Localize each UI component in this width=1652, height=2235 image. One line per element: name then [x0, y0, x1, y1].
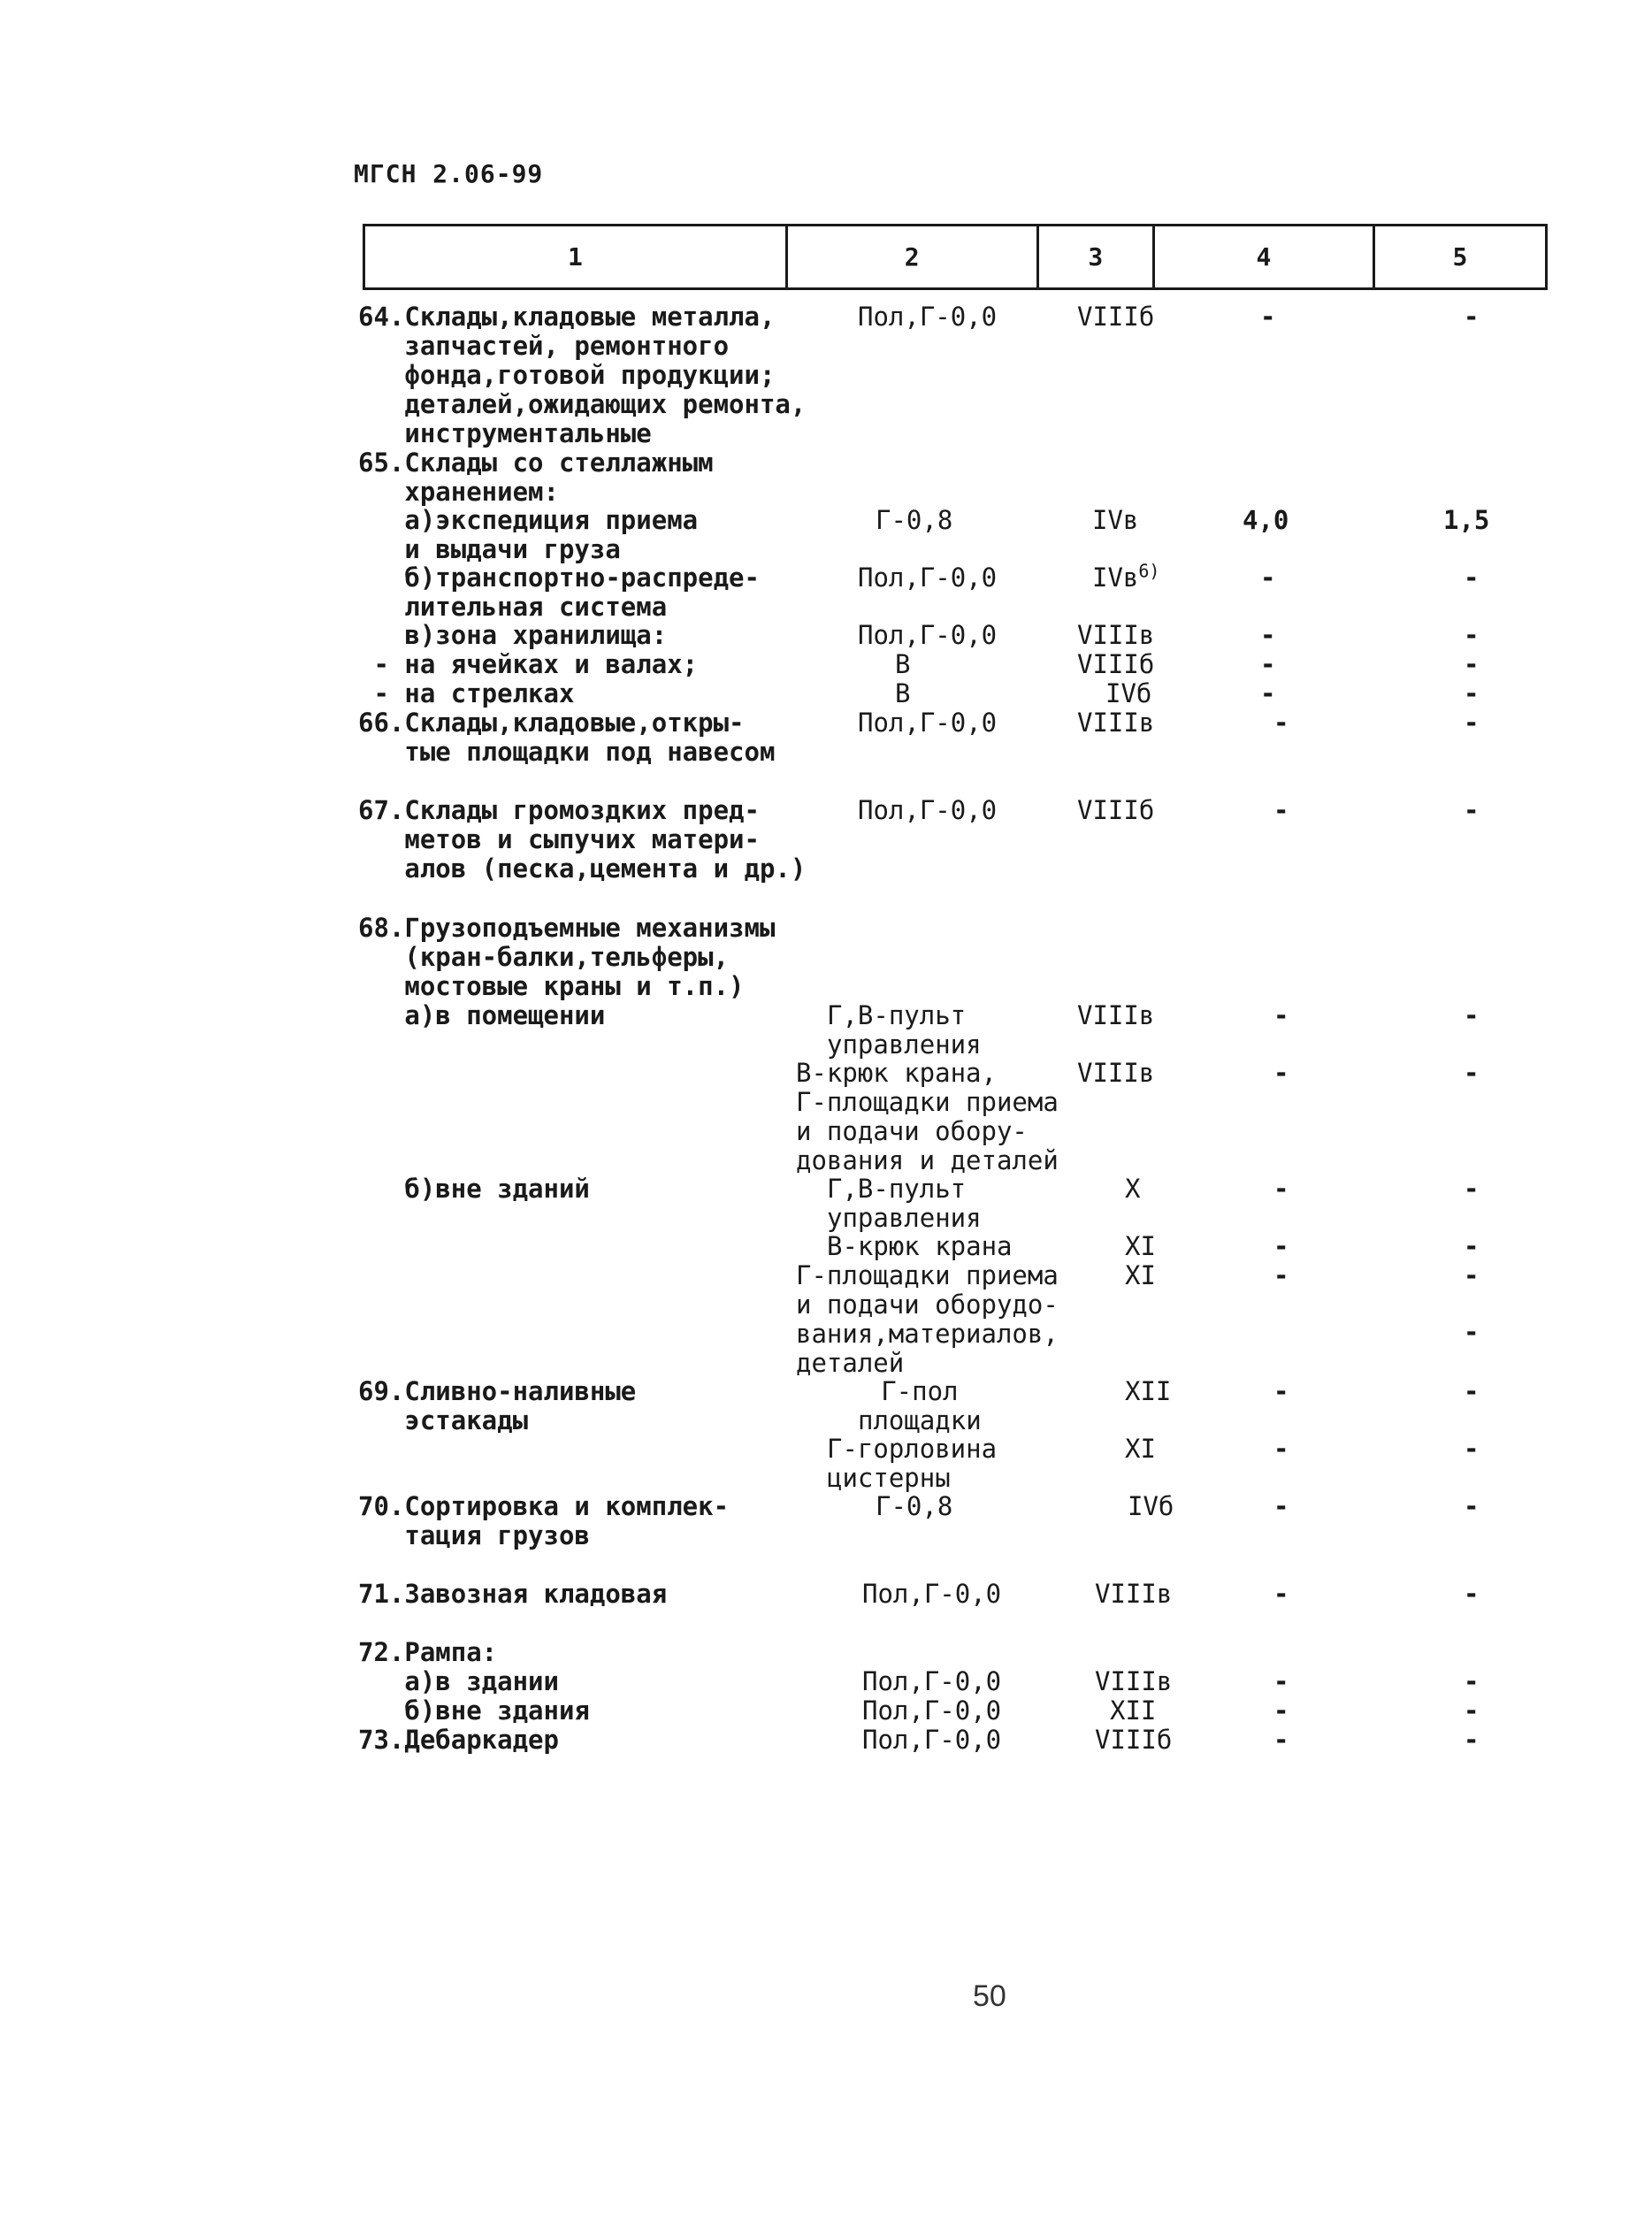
row-68a2-lighting: В-крюк крана, Г-площадки приема и подачи обору- дования и деталей [796, 1058, 1059, 1175]
row-65v1-col4: - [1260, 649, 1276, 679]
row-66-col4: - [1273, 708, 1289, 738]
row-72b-lighting: Пол,Г-0,0 [862, 1695, 1002, 1726]
row-72-name: 72.Рампа: [358, 1637, 498, 1667]
row-67-name: 67.Склады громоздких пред- метов и сыпучих матери- алов (песка,цемента и др.) [358, 795, 807, 884]
row-69-col5: - [1464, 1376, 1480, 1406]
row-67-class: VIIIб [1077, 795, 1155, 825]
row-64-col5: - [1464, 302, 1480, 332]
header-col-2: 2 [788, 226, 1039, 287]
row-65b-col4: - [1260, 563, 1276, 593]
row-68a-col5: - [1464, 1000, 1480, 1030]
row-70-lighting: Г-0,8 [876, 1491, 953, 1521]
row-71-lighting: Пол,Г-0,0 [862, 1579, 1002, 1609]
row-68a-col4: - [1273, 1000, 1289, 1030]
row-64-col4: - [1260, 302, 1276, 332]
row-68b3-col5: - [1464, 1260, 1480, 1290]
row-69-class: XII [1125, 1376, 1172, 1406]
row-68a-lighting: Г,В-пульт управления [827, 1000, 982, 1060]
row-70-col4: - [1273, 1491, 1289, 1521]
row-68a2-col4: - [1273, 1058, 1289, 1088]
row-65v1-name: - на ячейках и валах; [358, 649, 699, 679]
document-code: МГСН 2.06-99 [354, 159, 544, 188]
row-70-class: IVб [1128, 1491, 1174, 1521]
row-69-lighting: Г-пол площадки [858, 1376, 982, 1435]
row-72b-class: XII [1110, 1695, 1157, 1726]
row-65v-col5: - [1464, 620, 1480, 650]
row-65-name: 65.Склады со стеллажным хранением: [358, 448, 714, 507]
row-71-class: VIIIв [1095, 1579, 1173, 1609]
row-65v1-class: VIIIб [1077, 649, 1155, 679]
row-67-col5: - [1464, 795, 1480, 825]
row-68b3-extra-dash: - [1464, 1317, 1480, 1347]
row-66-name: 66.Склады,кладовые,откры- тые площадки под навесом [358, 708, 776, 767]
row-65b-name: б)транспортно-распреде- лительная система [404, 563, 760, 622]
row-72a-class: VIIIв [1095, 1666, 1173, 1696]
row-65a-col4: 4,0 [1243, 505, 1289, 535]
header-col-3: 3 [1039, 226, 1155, 287]
row-68b-col4: - [1273, 1174, 1289, 1204]
row-72b-name: б)вне здания [358, 1695, 590, 1726]
row-67-lighting: Пол,Г-0,0 [858, 795, 998, 825]
header-col-5: 5 [1452, 242, 1468, 272]
row-73-class: VIIIб [1095, 1725, 1173, 1755]
row-68b3-col4: - [1273, 1260, 1289, 1290]
row-64-lighting: Пол,Г-0,0 [858, 302, 998, 332]
row-72a-name: а)в здании [358, 1666, 559, 1696]
row-65a-name: а)экспедиция приема и выдачи груза [404, 505, 699, 564]
row-65a-class: IVв [1092, 505, 1139, 535]
row-65v-name: в)зона хранилища: [358, 620, 668, 650]
row-68b3-class: XI [1125, 1260, 1156, 1290]
row-65b-class [1092, 560, 1160, 593]
row-73-lighting: Пол,Г-0,0 [862, 1725, 1002, 1755]
row-69b-lighting: Г-горловина цистерны [827, 1434, 998, 1493]
row-73-name: 73.Дебаркадер [358, 1725, 559, 1755]
row-65b-footnote: 6) [1138, 560, 1160, 582]
row-65b-col5: - [1464, 563, 1480, 593]
row-71-col4: - [1273, 1579, 1289, 1609]
row-66-lighting: Пол,Г-0,0 [858, 708, 998, 738]
row-72b-col4: - [1273, 1695, 1289, 1726]
page-number: 50 [973, 1979, 1006, 2013]
row-68a-name: а)в помещении [358, 1000, 606, 1030]
row-69b-col4: - [1273, 1434, 1289, 1464]
row-68b3-lighting: Г-площадки приема и подачи оборудо- вания,материалов, деталей [796, 1260, 1059, 1378]
row-68a2-col5: - [1464, 1058, 1480, 1088]
header-col-4: 4 [1155, 226, 1375, 287]
row-69b-class: XI [1125, 1434, 1156, 1464]
row-72a-col5: - [1464, 1666, 1480, 1696]
row-73-col4: - [1273, 1725, 1289, 1755]
row-68b-col5: - [1464, 1174, 1480, 1204]
row-70-col5: - [1464, 1491, 1480, 1521]
row-65v-col4: - [1260, 620, 1276, 650]
row-65v1-col5: - [1464, 649, 1480, 679]
row-65v1-lighting: В [895, 649, 911, 679]
row-64-class: VIIIб [1077, 302, 1155, 332]
row-72a-lighting: Пол,Г-0,0 [862, 1666, 1002, 1696]
row-65a-col5: 1,5 [1443, 505, 1490, 535]
row-68b2-lighting: В-крюк крана [827, 1231, 1013, 1261]
row-65v2-col4: - [1260, 678, 1276, 708]
row-65v2-col5: - [1464, 678, 1480, 708]
row-65b-class-value: IVв [1092, 563, 1139, 593]
row-71-name: 71.Завозная кладовая [358, 1579, 668, 1609]
row-73-col5: - [1464, 1725, 1480, 1755]
row-72b-col5: - [1464, 1695, 1480, 1726]
table-header [363, 224, 1548, 290]
row-65v-class: VIIIв [1077, 620, 1155, 650]
row-65v2-lighting: В [895, 678, 911, 708]
row-68b2-col5: - [1464, 1231, 1480, 1261]
row-68b-name: б)вне зданий [358, 1174, 590, 1204]
row-69-name: 69.Сливно-наливные эстакады [358, 1376, 637, 1435]
row-71-col5: - [1464, 1579, 1480, 1609]
row-65v-lighting: Пол,Г-0,0 [858, 620, 998, 650]
row-64-name: 64.Склады,кладовые металла, запчастей, ремонтного фонда,готовой продукции; деталей,ожидающих ремонта, инструментальные [358, 302, 807, 448]
row-65v2-class: IVб [1105, 678, 1152, 708]
row-68b2-class: XI [1125, 1231, 1156, 1261]
row-65a-lighting: Г-0,8 [876, 505, 953, 535]
header-col-1: 1 [365, 226, 788, 287]
row-66-class: VIIIв [1077, 708, 1155, 738]
row-69b-col5: - [1464, 1434, 1480, 1464]
row-68b-class: X [1125, 1174, 1141, 1204]
row-66-col5: - [1464, 708, 1480, 738]
row-65v2-name: - на стрелках [358, 678, 575, 708]
row-68b-lighting: Г,В-пульт управления [827, 1174, 982, 1233]
row-65b-lighting: Пол,Г-0,0 [858, 563, 998, 593]
row-68a-class: VIIIв [1077, 1000, 1155, 1030]
row-67-col4: - [1273, 795, 1289, 825]
row-70-name: 70.Сортировка и комплек- тация грузов [358, 1491, 730, 1550]
row-69-col4: - [1273, 1376, 1289, 1406]
row-68-name: 68.Грузоподъемные механизмы (кран-балки,тельферы, мостовые краны и т.п.) [358, 913, 776, 1001]
row-68a2-class: VIIIв [1077, 1058, 1155, 1088]
row-72a-col4: - [1273, 1666, 1289, 1696]
row-68b2-col4: - [1273, 1231, 1289, 1261]
